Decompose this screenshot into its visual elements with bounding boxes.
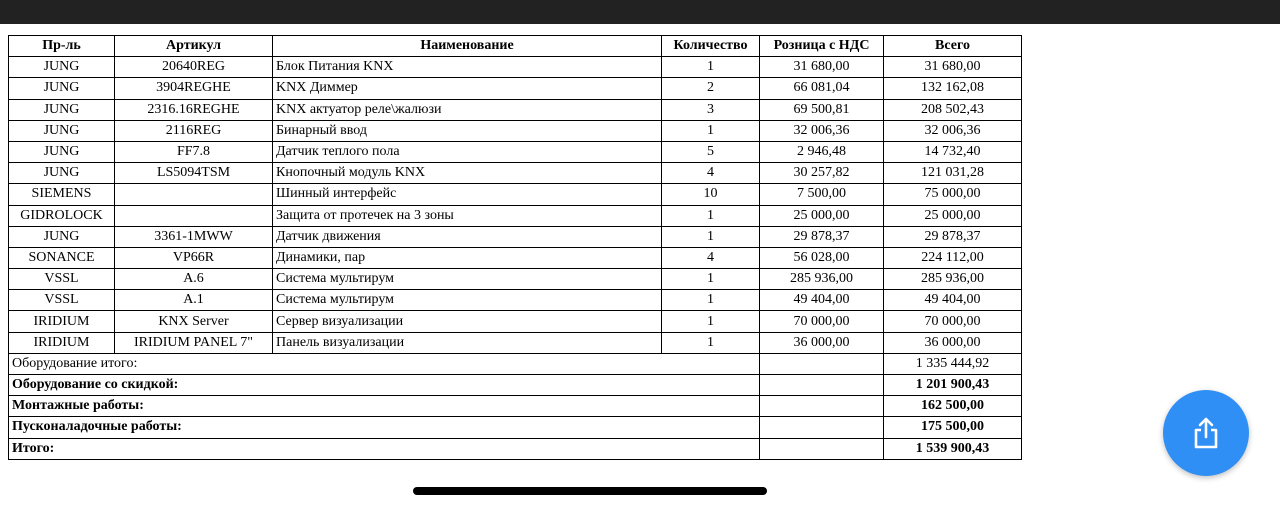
cell-qty: 1	[662, 290, 760, 311]
cell-qty: 1	[662, 269, 760, 290]
cell-maker: JUNG	[9, 78, 115, 99]
cell-maker: IRIDIUM	[9, 332, 115, 353]
table-row	[9, 311, 1022, 332]
table-row	[9, 99, 1022, 120]
totals-label: Оборудование со скидкой:	[9, 375, 760, 396]
cell-qty: 3	[662, 99, 760, 120]
cell-maker: JUNG	[9, 226, 115, 247]
cell-price: 56 028,00	[760, 247, 884, 268]
cell-maker: VSSL	[9, 290, 115, 311]
cell-article	[115, 205, 273, 226]
status-bar	[0, 0, 1280, 24]
cell-article: VP66R	[115, 247, 273, 268]
totals-empty-cell	[760, 375, 884, 396]
share-icon	[1191, 416, 1221, 450]
cell-price: 70 000,00	[760, 311, 884, 332]
cell-maker: GIDROLOCK	[9, 205, 115, 226]
cell-total: 49 404,00	[884, 290, 1022, 311]
cell-name: Кнопочный модуль KNX	[273, 163, 662, 184]
totals-value: 162 500,00	[884, 396, 1022, 417]
cell-total: 14 732,40	[884, 141, 1022, 162]
cell-total: 29 878,37	[884, 226, 1022, 247]
cell-total: 132 162,08	[884, 78, 1022, 99]
cell-name: Блок Питания KNX	[273, 57, 662, 78]
cell-name: Бинарный ввод	[273, 120, 662, 141]
cell-total: 70 000,00	[884, 311, 1022, 332]
totals-row	[9, 353, 1022, 374]
table-row	[9, 120, 1022, 141]
totals-row	[9, 438, 1022, 459]
totals-row	[9, 375, 1022, 396]
cell-total: 75 000,00	[884, 184, 1022, 205]
cell-qty: 5	[662, 141, 760, 162]
cell-price: 7 500,00	[760, 184, 884, 205]
cell-total: 224 112,00	[884, 247, 1022, 268]
cell-maker: SIEMENS	[9, 184, 115, 205]
cell-name: Датчик теплого пола	[273, 141, 662, 162]
cell-total: 32 006,36	[884, 120, 1022, 141]
cell-qty: 1	[662, 120, 760, 141]
totals-row	[9, 396, 1022, 417]
cell-maker: JUNG	[9, 57, 115, 78]
cell-article: 20640REG	[115, 57, 273, 78]
cell-article: A.6	[115, 269, 273, 290]
totals-label: Пусконаладочные работы:	[9, 417, 760, 438]
cell-price: 32 006,36	[760, 120, 884, 141]
header-price: Розница с НДС	[760, 36, 884, 57]
cell-price: 30 257,82	[760, 163, 884, 184]
totals-empty-cell	[760, 353, 884, 374]
cell-qty: 1	[662, 226, 760, 247]
totals-value: 1 539 900,43	[884, 438, 1022, 459]
cell-total: 208 502,43	[884, 99, 1022, 120]
cell-name: Защита от протечек на 3 зоны	[273, 205, 662, 226]
cell-qty: 1	[662, 57, 760, 78]
cell-article	[115, 184, 273, 205]
cell-total: 285 936,00	[884, 269, 1022, 290]
cell-total: 25 000,00	[884, 205, 1022, 226]
table-row	[9, 269, 1022, 290]
table-row	[9, 78, 1022, 99]
cell-maker: JUNG	[9, 120, 115, 141]
table-row	[9, 332, 1022, 353]
cell-qty: 4	[662, 163, 760, 184]
cell-price: 69 500,81	[760, 99, 884, 120]
cell-name: KNX актуатор реле\жалюзи	[273, 99, 662, 120]
cell-maker: JUNG	[9, 141, 115, 162]
table-row	[9, 184, 1022, 205]
cell-maker: VSSL	[9, 269, 115, 290]
cell-qty: 1	[662, 332, 760, 353]
cell-name: Динамики, пар	[273, 247, 662, 268]
cell-name: Шинный интерфейс	[273, 184, 662, 205]
table-row	[9, 141, 1022, 162]
table-body	[9, 57, 1022, 354]
cell-maker: SONANCE	[9, 247, 115, 268]
header-name: Наименование	[273, 36, 662, 57]
table-row	[9, 205, 1022, 226]
table-row	[9, 290, 1022, 311]
cell-qty: 2	[662, 78, 760, 99]
cell-name: Сервер визуализации	[273, 311, 662, 332]
totals-empty-cell	[760, 438, 884, 459]
document-page	[8, 35, 1021, 460]
totals-row	[9, 417, 1022, 438]
cell-price: 66 081,04	[760, 78, 884, 99]
home-indicator	[413, 487, 767, 495]
cell-qty: 1	[662, 205, 760, 226]
cell-name: Датчик движения	[273, 226, 662, 247]
totals-empty-cell	[760, 417, 884, 438]
price-table	[8, 35, 1022, 460]
cell-price: 49 404,00	[760, 290, 884, 311]
cell-maker: JUNG	[9, 163, 115, 184]
totals-value: 1 201 900,43	[884, 375, 1022, 396]
cell-price: 25 000,00	[760, 205, 884, 226]
cell-name: Система мультирум	[273, 269, 662, 290]
cell-article: FF7.8	[115, 141, 273, 162]
cell-name: Панель визуализации	[273, 332, 662, 353]
cell-maker: JUNG	[9, 99, 115, 120]
cell-total: 36 000,00	[884, 332, 1022, 353]
cell-price: 29 878,37	[760, 226, 884, 247]
totals-value: 175 500,00	[884, 417, 1022, 438]
cell-qty: 10	[662, 184, 760, 205]
totals-body	[9, 353, 1022, 459]
header-maker: Пр-ль	[9, 36, 115, 57]
cell-name: Система мультирум	[273, 290, 662, 311]
totals-empty-cell	[760, 396, 884, 417]
cell-article: LS5094TSM	[115, 163, 273, 184]
cell-total: 31 680,00	[884, 57, 1022, 78]
cell-article: KNX Server	[115, 311, 273, 332]
cell-article: IRIDIUM PANEL 7"	[115, 332, 273, 353]
cell-article: 2316.16REGHE	[115, 99, 273, 120]
cell-price: 2 946,48	[760, 141, 884, 162]
cell-price: 31 680,00	[760, 57, 884, 78]
totals-label: Оборудование итого:	[9, 353, 760, 374]
totals-label: Монтажные работы:	[9, 396, 760, 417]
cell-price: 285 936,00	[760, 269, 884, 290]
cell-article: 3361-1MWW	[115, 226, 273, 247]
cell-name: KNX Диммер	[273, 78, 662, 99]
cell-article: A.1	[115, 290, 273, 311]
cell-article: 2116REG	[115, 120, 273, 141]
table-header-row	[9, 36, 1022, 57]
header-article: Артикул	[115, 36, 273, 57]
cell-qty: 4	[662, 247, 760, 268]
table-row	[9, 247, 1022, 268]
table-row	[9, 163, 1022, 184]
cell-maker: IRIDIUM	[9, 311, 115, 332]
cell-qty: 1	[662, 311, 760, 332]
cell-total: 121 031,28	[884, 163, 1022, 184]
share-button[interactable]	[1163, 390, 1249, 476]
header-total: Всего	[884, 36, 1022, 57]
header-quantity: Количество	[662, 36, 760, 57]
totals-label: Итого:	[9, 438, 760, 459]
table-row	[9, 226, 1022, 247]
totals-value: 1 335 444,92	[884, 353, 1022, 374]
cell-article: 3904REGHE	[115, 78, 273, 99]
cell-price: 36 000,00	[760, 332, 884, 353]
table-row	[9, 57, 1022, 78]
